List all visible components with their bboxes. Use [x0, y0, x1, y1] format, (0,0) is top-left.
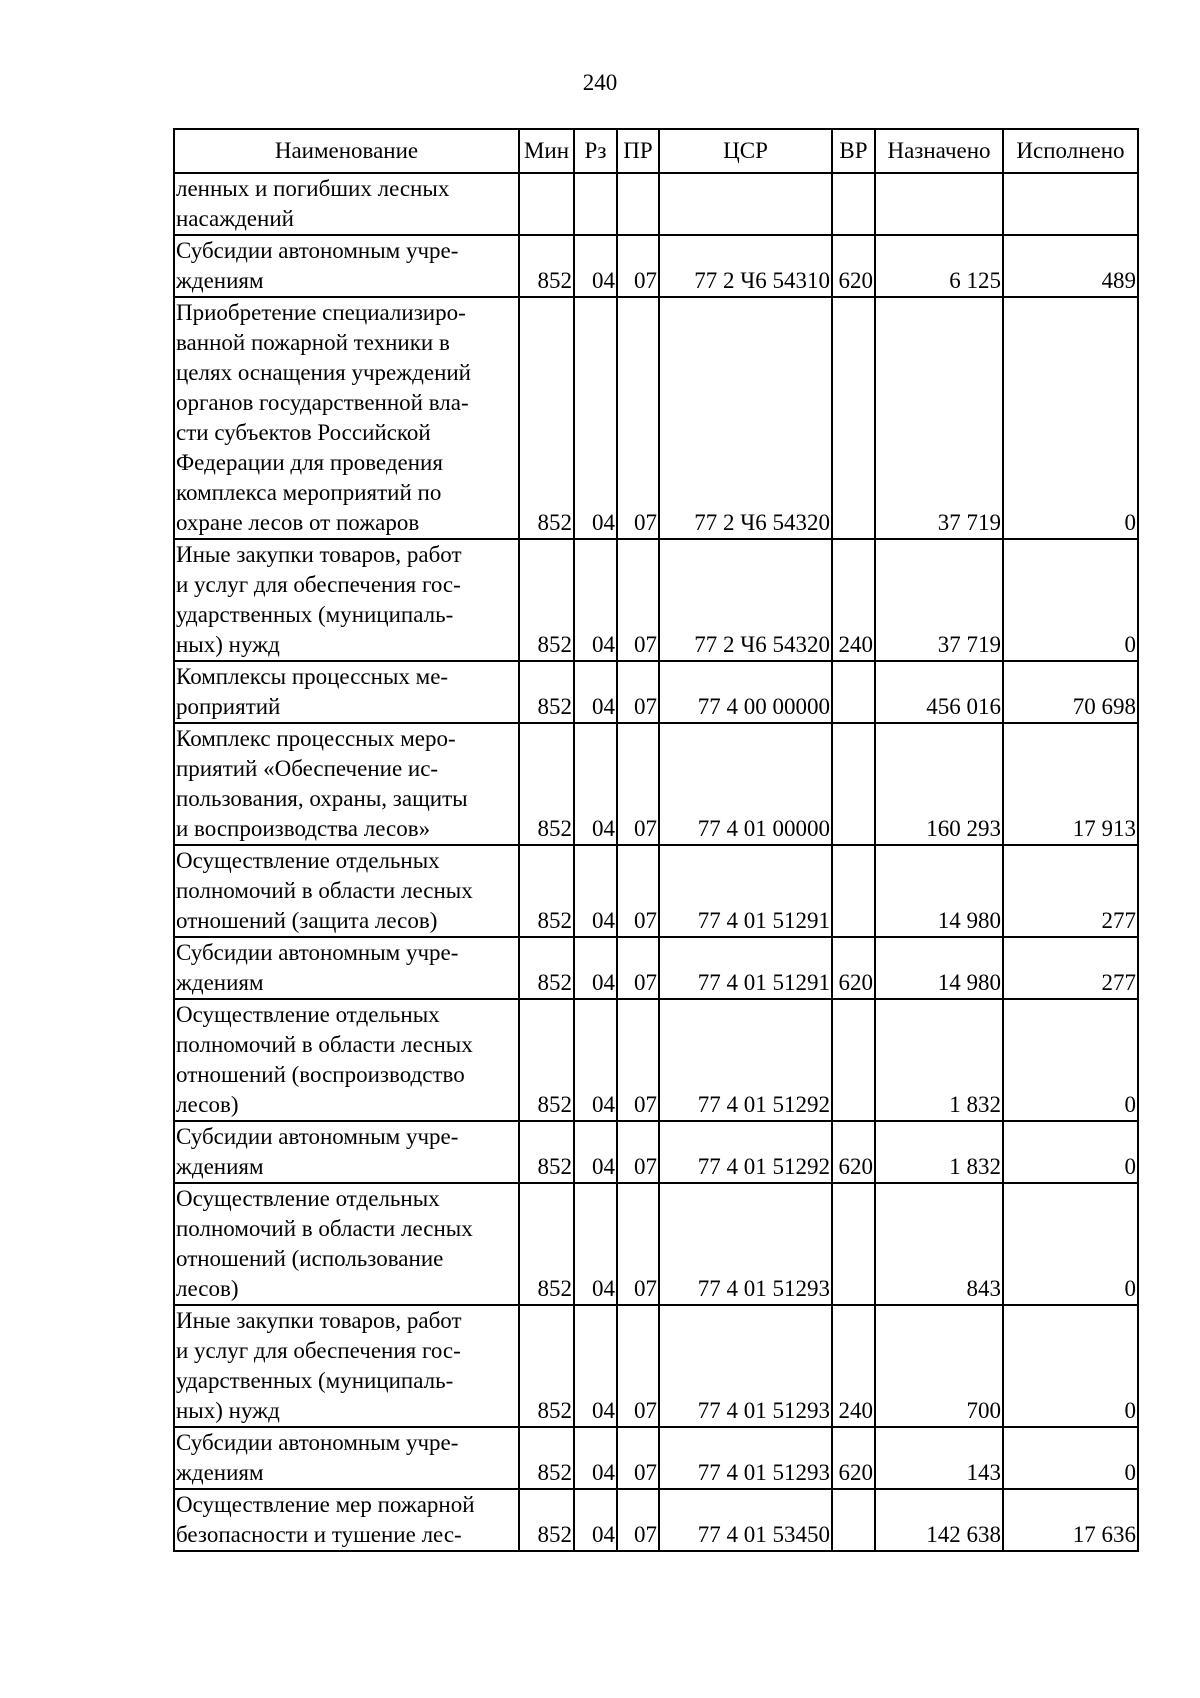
cell-rz: 04 [574, 999, 617, 1121]
cell-vr: 240 [832, 1305, 875, 1427]
cell-rz: 04 [574, 1121, 617, 1183]
table-row [174, 723, 1138, 845]
cell-name: Субсидии автономным учре- ждениям [174, 1427, 519, 1489]
header-vr: ВР [832, 129, 875, 173]
table-row [174, 999, 1138, 1121]
cell-vr: 620 [832, 1427, 875, 1489]
cell-vr [832, 1183, 875, 1305]
cell-executed: 17 636 [1003, 1489, 1138, 1551]
cell-vr: 240 [832, 539, 875, 661]
cell-rz: 04 [574, 937, 617, 999]
table-row [174, 1305, 1138, 1427]
cell-executed: 277 [1003, 845, 1138, 937]
cell-csr: 77 4 01 51291 [659, 937, 832, 999]
cell-name: Комплекс процессных меро- приятий «Обеспечение ис- пользования, охраны, защиты и воспроизводства лесов» [174, 723, 519, 845]
cell-executed: 17 913 [1003, 723, 1138, 845]
cell-executed: 70 698 [1003, 661, 1138, 723]
cell-vr [832, 1489, 875, 1551]
cell-csr: 77 4 01 51293 [659, 1305, 832, 1427]
cell-csr: 77 4 01 51293 [659, 1427, 832, 1489]
cell-name: Осуществление отдельных полномочий в области лесных отношений (воспроизводство лесов) [174, 999, 519, 1121]
cell-assigned: 1 832 [875, 999, 1003, 1121]
cell-executed: 0 [1003, 1121, 1138, 1183]
cell-name: Осуществление отдельных полномочий в области лесных отношений (использование лесов) [174, 1183, 519, 1305]
cell-executed: 0 [1003, 999, 1138, 1121]
cell-vr [832, 173, 875, 235]
cell-executed: 0 [1003, 297, 1138, 539]
cell-assigned: 37 719 [875, 539, 1003, 661]
cell-min: 852 [519, 661, 574, 723]
cell-min: 852 [519, 1121, 574, 1183]
cell-vr [832, 297, 875, 539]
cell-pr: 07 [617, 937, 659, 999]
cell-name: Осуществление отдельных полномочий в области лесных отношений (защита лесов) [174, 845, 519, 937]
cell-rz: 04 [574, 1305, 617, 1427]
cell-executed: 0 [1003, 1305, 1138, 1427]
cell-csr: 77 4 01 51291 [659, 845, 832, 937]
cell-pr: 07 [617, 661, 659, 723]
cell-rz: 04 [574, 1427, 617, 1489]
cell-name: Комплексы процессных ме- роприятий [174, 661, 519, 723]
cell-min: 852 [519, 1305, 574, 1427]
table-row [174, 1121, 1138, 1183]
cell-csr: 77 4 01 51292 [659, 1121, 832, 1183]
table-row [174, 937, 1138, 999]
cell-min: 852 [519, 937, 574, 999]
cell-vr: 620 [832, 937, 875, 999]
header-rz: Рз [574, 129, 617, 173]
cell-rz: 04 [574, 1489, 617, 1551]
cell-executed: 0 [1003, 1183, 1138, 1305]
cell-name: Приобретение специализиро- ванной пожарной техники в целях оснащения учреждений органов государственной вла- сти субъектов Российской Федерации для проведения комплекса мероприятий по охране лесов от пожаров [174, 297, 519, 539]
cell-assigned: 14 980 [875, 937, 1003, 999]
cell-assigned: 160 293 [875, 723, 1003, 845]
cell-assigned: 142 638 [875, 1489, 1003, 1551]
header-name: Наименование [174, 129, 519, 173]
cell-executed: 277 [1003, 937, 1138, 999]
cell-pr: 07 [617, 1183, 659, 1305]
header-row [174, 129, 1138, 173]
cell-csr: 77 2 Ч6 54320 [659, 539, 832, 661]
cell-assigned: 456 016 [875, 661, 1003, 723]
table-row [174, 235, 1138, 297]
cell-name: Осуществление мер пожарной безопасности и тушение лес- [174, 1489, 519, 1551]
cell-name: Иные закупки товаров, работ и услуг для обеспечения гос- ударственных (муниципаль- ных) нужд [174, 1305, 519, 1427]
header-min: Мин [519, 129, 574, 173]
cell-csr: 77 4 01 51292 [659, 999, 832, 1121]
cell-rz: 04 [574, 539, 617, 661]
table-row [174, 661, 1138, 723]
page-number: 240 [582, 70, 618, 95]
cell-assigned [875, 173, 1003, 235]
cell-csr: 77 4 01 00000 [659, 723, 832, 845]
cell-executed [1003, 173, 1138, 235]
cell-pr: 07 [617, 845, 659, 937]
cell-vr [832, 999, 875, 1121]
cell-pr [617, 173, 659, 235]
cell-csr [659, 173, 832, 235]
table-body [174, 173, 1138, 1551]
cell-csr: 77 4 01 53450 [659, 1489, 832, 1551]
cell-min [519, 173, 574, 235]
budget-table [173, 128, 1139, 1552]
cell-csr: 77 2 Ч6 54310 [659, 235, 832, 297]
cell-pr: 07 [617, 1121, 659, 1183]
cell-min: 852 [519, 1489, 574, 1551]
cell-rz: 04 [574, 723, 617, 845]
cell-assigned: 843 [875, 1183, 1003, 1305]
cell-rz: 04 [574, 297, 617, 539]
cell-name: Субсидии автономным учре- ждениям [174, 235, 519, 297]
cell-min: 852 [519, 297, 574, 539]
cell-vr: 620 [832, 1121, 875, 1183]
table-row [174, 173, 1138, 235]
cell-csr: 77 2 Ч6 54320 [659, 297, 832, 539]
cell-csr: 77 4 01 51293 [659, 1183, 832, 1305]
cell-pr: 07 [617, 1427, 659, 1489]
table-row [174, 845, 1138, 937]
cell-executed: 489 [1003, 235, 1138, 297]
cell-assigned: 37 719 [875, 297, 1003, 539]
cell-min: 852 [519, 235, 574, 297]
header-executed: Исполнено [1003, 129, 1138, 173]
cell-executed: 0 [1003, 1427, 1138, 1489]
cell-assigned: 700 [875, 1305, 1003, 1427]
cell-rz: 04 [574, 235, 617, 297]
cell-pr: 07 [617, 539, 659, 661]
cell-min: 852 [519, 723, 574, 845]
cell-name: Иные закупки товаров, работ и услуг для обеспечения гос- ударственных (муниципаль- ных) нужд [174, 539, 519, 661]
cell-name: Субсидии автономным учре- ждениям [174, 1121, 519, 1183]
cell-min: 852 [519, 539, 574, 661]
cell-name: ленных и погибших лесных насаждений [174, 173, 519, 235]
cell-vr [832, 723, 875, 845]
header-pr: ПР [617, 129, 659, 173]
cell-pr: 07 [617, 235, 659, 297]
table-row [174, 1183, 1138, 1305]
table-row [174, 297, 1138, 539]
cell-pr: 07 [617, 297, 659, 539]
table-row [174, 539, 1138, 661]
table-row [174, 1489, 1138, 1551]
cell-vr [832, 845, 875, 937]
cell-rz: 04 [574, 845, 617, 937]
cell-min: 852 [519, 1427, 574, 1489]
cell-min: 852 [519, 1183, 574, 1305]
cell-min: 852 [519, 999, 574, 1121]
cell-rz: 04 [574, 1183, 617, 1305]
cell-assigned: 14 980 [875, 845, 1003, 937]
header-csr: ЦСР [659, 129, 832, 173]
cell-executed: 0 [1003, 539, 1138, 661]
cell-csr: 77 4 00 00000 [659, 661, 832, 723]
cell-assigned: 143 [875, 1427, 1003, 1489]
table-header [174, 129, 1138, 173]
cell-assigned: 6 125 [875, 235, 1003, 297]
header-assigned: Назначено [875, 129, 1003, 173]
cell-rz [574, 173, 617, 235]
cell-assigned: 1 832 [875, 1121, 1003, 1183]
cell-name: Субсидии автономным учре- ждениям [174, 937, 519, 999]
cell-vr: 620 [832, 235, 875, 297]
cell-rz: 04 [574, 661, 617, 723]
cell-min: 852 [519, 845, 574, 937]
cell-vr [832, 661, 875, 723]
cell-pr: 07 [617, 723, 659, 845]
cell-pr: 07 [617, 999, 659, 1121]
cell-pr: 07 [617, 1305, 659, 1427]
cell-pr: 07 [617, 1489, 659, 1551]
table-row [174, 1427, 1138, 1489]
